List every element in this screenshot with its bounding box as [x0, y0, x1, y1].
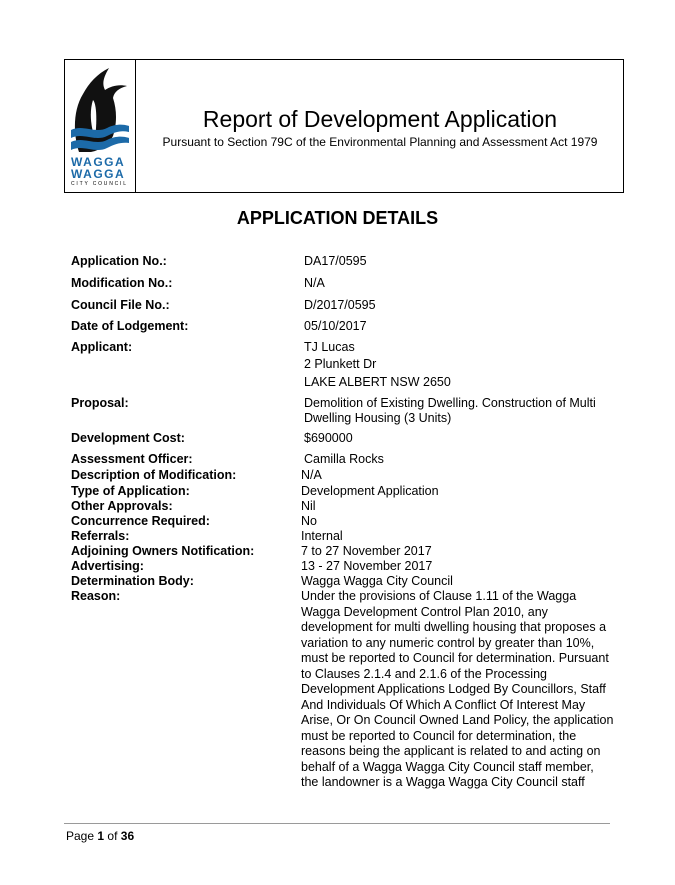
reason-line: behalf of a Wagga Wagga City Council staff member, [301, 759, 594, 774]
proposal-line-2: Dwelling Housing (3 Units) [304, 411, 452, 425]
modification-no-value: N/A [304, 276, 325, 290]
adjoining-owners-notification-value: 7 to 27 November 2017 [301, 544, 432, 558]
proposal-line-1: Demolition of Existing Dwelling. Construction of Multi [304, 396, 596, 410]
reason-line: Under the provisions of Clause 1.11 of the Wagga [301, 589, 577, 603]
concurrence-required-label: Concurrence Required: [71, 514, 210, 528]
advertising-label: Advertising: [71, 559, 144, 573]
application-no-label: Application No.: [71, 254, 167, 268]
reason-line: must be reported to Council for determination. Pursuant [301, 651, 609, 665]
applicant-name: TJ Lucas [304, 340, 355, 354]
council-logo [65, 60, 136, 192]
other-approvals-label: Other Approvals: [71, 499, 173, 513]
logo-text-wagga-1: WAGGA [71, 155, 126, 169]
footer-of-word: of [107, 829, 118, 843]
report-subtitle: Pursuant to Section 79C of the Environmental Planning and Assessment Act 1979 [162, 135, 598, 149]
reason-text [301, 589, 646, 791]
assessment-officer-value: Camilla Rocks [304, 452, 384, 466]
description-of-modification-label: Description of Modification: [71, 468, 237, 482]
development-cost-label: Development Cost: [71, 431, 185, 445]
footer-page-word: Page [66, 829, 95, 843]
proposal-label: Proposal: [71, 396, 129, 410]
type-of-application-label: Type of Application: [71, 484, 190, 498]
date-of-lodgement-value: 05/10/2017 [304, 319, 367, 333]
reason-line: variation to any numeric control by greater than 10%, [301, 635, 595, 650]
council-file-no-value: D/2017/0595 [304, 298, 376, 312]
determination-body-value: Wagga Wagga City Council [301, 574, 453, 588]
logo-text-city-council: CITY COUNCIL [71, 181, 128, 187]
reason-line: the landowner is a Wagga Wagga City Council staff [301, 775, 585, 789]
description-of-modification-value: N/A [301, 468, 322, 482]
applicant-street: 2 Plunkett Dr [304, 357, 377, 371]
other-approvals-value: Nil [301, 499, 316, 513]
reason-line: must be reported to Council for determination, the [301, 728, 577, 743]
reason-line: Wagga Development Control Plan 2010, any [301, 604, 548, 619]
report-title: Report of Development Application [202, 106, 558, 132]
referrals-value: Internal [301, 529, 343, 543]
referrals-label: Referrals: [71, 529, 130, 543]
logo-text-wagga-2: WAGGA [71, 167, 126, 181]
assessment-officer-label: Assessment Officer: [71, 452, 193, 466]
reason-line: reasons being the applicant is related to and acting on [301, 744, 601, 758]
modification-no-label: Modification No.: [71, 276, 173, 290]
reason-line: Arise, Or On Council Owned Land Policy, the application [301, 713, 614, 727]
crow-logo-icon [69, 64, 131, 156]
determination-body-label: Determination Body: [71, 574, 194, 588]
report-header [64, 59, 624, 193]
reason-line: development for multi dwelling housing that proposes a [301, 620, 607, 634]
development-cost-value: $690000 [304, 431, 353, 445]
type-of-application-value: Development Application [301, 484, 439, 498]
application-no-value: DA17/0595 [304, 254, 367, 268]
applicant-suburb: LAKE ALBERT NSW 2650 [304, 375, 451, 389]
page-footer [66, 829, 134, 843]
reason-line: And Individuals Of Which A Conflict Of Interest May [301, 697, 586, 712]
section-heading: APPLICATION DETAILS [236, 208, 439, 228]
advertising-value: 13 - 27 November 2017 [301, 559, 433, 573]
footer-total-pages: 36 [120, 829, 135, 843]
concurrence-required-value: No [301, 514, 317, 528]
date-of-lodgement-label: Date of Lodgement: [71, 319, 189, 333]
reason-label: Reason: [71, 589, 121, 603]
council-file-no-label: Council File No.: [71, 298, 170, 312]
footer-current-page: 1 [97, 829, 105, 843]
footer-divider [64, 823, 610, 824]
adjoining-owners-notification-label: Adjoining Owners Notification: [71, 544, 255, 558]
applicant-label: Applicant: [71, 340, 133, 354]
reason-line: Development Applications Lodged By Councillors, Staff [301, 682, 606, 696]
reason-line: to Clauses 2.1.4 and 2.1.6 of the Processing [301, 666, 547, 681]
